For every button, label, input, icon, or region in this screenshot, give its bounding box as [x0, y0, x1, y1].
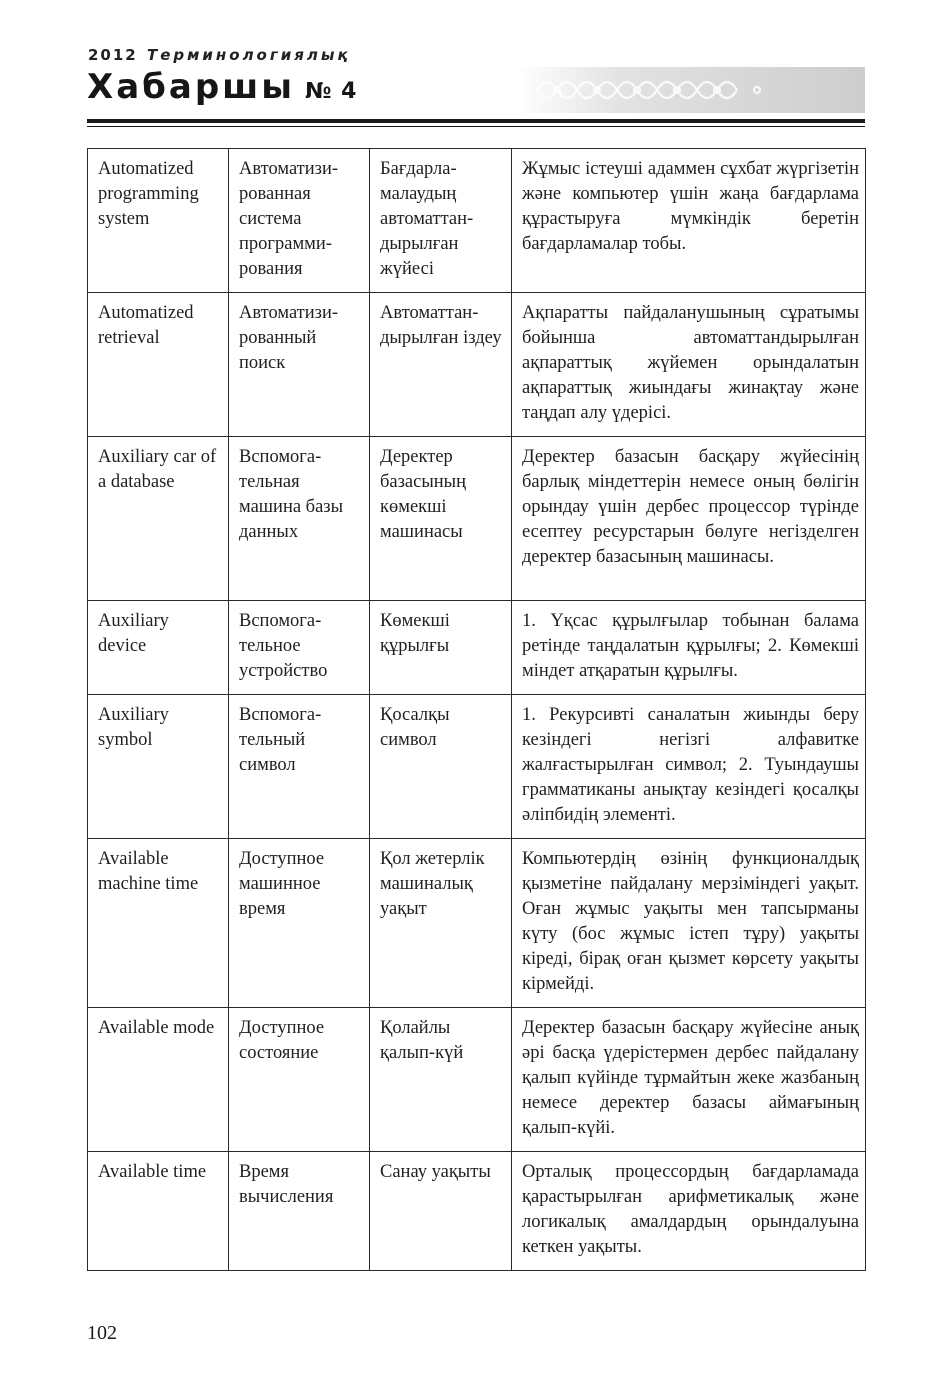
term-english: Available machine time	[88, 839, 229, 1008]
journal-series-line	[88, 46, 351, 64]
table-row	[88, 695, 866, 839]
term-english: Available time	[88, 1152, 229, 1271]
term-russian: Вспомога-тельное устройство	[229, 601, 370, 695]
term-definition: Деректер базасын басқару жүйесіне анық әрі басқа үдерістермен дербес пайдалану қалып күйінде тұрмайтын жеке жазбаның немесе деректер базасы аймағының қалып-күйі.	[512, 1008, 866, 1152]
term-russian: Вспомога-тельная машина базы данных	[229, 437, 370, 601]
journal-brand: Хабаршы	[87, 67, 296, 107]
journal-title	[87, 67, 358, 107]
journal-issue: № 4	[305, 79, 358, 104]
term-russian: Автоматизи-рованный поиск	[229, 293, 370, 437]
term-english: Automatized programming system	[88, 149, 229, 293]
term-definition: Орталық процессордың бағдарламада қарастырылған арифметикалық және логикалық амалдардың орындалуына кеткен уақыты.	[512, 1152, 866, 1271]
term-russian: Автоматизи-рованная система программи-рования	[229, 149, 370, 293]
header-rule-thin	[87, 126, 865, 127]
term-kazakh: Бағдарла-малаудың автоматтан-дырылған жүйесі	[370, 149, 512, 293]
term-russian: Доступное состояние	[229, 1008, 370, 1152]
terminology-table	[87, 148, 866, 1271]
term-english: Auxiliary car of a database	[88, 437, 229, 601]
table-row	[88, 601, 866, 695]
table-row	[88, 839, 866, 1008]
term-russian: Вспомога-тельный символ	[229, 695, 370, 839]
term-definition: 1. Үқсас құрылғылар тобынан балама ретінде таңдалатын құрылғы; 2. Көмекші міндет атқаратын құрылғы.	[512, 601, 866, 695]
page-header	[87, 40, 865, 130]
term-definition: Жұмыс істеуші адаммен сұхбат жүргізетін және компьютер үшін жаңа бағдарлама құрастыруға мүмкіндік беретін бағдарламалар тобы.	[512, 149, 866, 293]
term-definition: 1. Рекурсивті саналатын жиынды беру кезіндегі негізгі алфавитке жалғастырылған символ; 2. Туындаушы грамматиканы анықтау кезіндегі қосалқы әліпбидің элементі.	[512, 695, 866, 839]
term-kazakh: Автоматтан-дырылған іздеу	[370, 293, 512, 437]
term-english: Auxiliary device	[88, 601, 229, 695]
term-kazakh: Қолайлы қалып-күй	[370, 1008, 512, 1152]
term-russian: Доступное машинное время	[229, 839, 370, 1008]
term-english: Auxiliary symbol	[88, 695, 229, 839]
journal-year: 2012	[88, 46, 138, 64]
table-row	[88, 1008, 866, 1152]
term-english: Automatized retrieval	[88, 293, 229, 437]
ornament-pattern-icon	[517, 67, 865, 113]
table-row	[88, 149, 866, 293]
ornament-band	[517, 67, 865, 113]
term-english: Available mode	[88, 1008, 229, 1152]
term-definition: Ақпаратты пайдаланушының сұратымы бойынша автоматтандырылған ақпараттық жүйемен орындалатын ақпараттық жиындағы жинақтау және таңдап алу үдерісі.	[512, 293, 866, 437]
table-row	[88, 437, 866, 601]
term-kazakh: Санау уақыты	[370, 1152, 512, 1271]
term-russian: Время вычисления	[229, 1152, 370, 1271]
journal-series: Терминологиялық	[146, 46, 351, 64]
term-kazakh: Көмекші құрылғы	[370, 601, 512, 695]
page-number: 102	[87, 1322, 117, 1344]
term-kazakh: Қол жетерлік машиналық уақыт	[370, 839, 512, 1008]
table-row	[88, 1152, 866, 1271]
term-definition: Компьютердің өзінің функционалдық қызметіне пайдалану мерзіміндегі уақыт. Оған жұмыс уақыты мен тапсырманы күту (бос жұмыс істеп тұру) уақыты кіреді, бірақ оған қызмет көрсету уақыты кірмейді.	[512, 839, 866, 1008]
header-rule-thick	[87, 119, 865, 123]
term-kazakh: Қосалқы символ	[370, 695, 512, 839]
table-row	[88, 293, 866, 437]
term-definition: Деректер базасын басқару жүйесінің барлық міндеттерін немесе оның бөлігін орындау үшін дербес процессор түрінде есептеу ресурстарын бөлуге негізделген деректер базасының машинасы.	[512, 437, 866, 601]
term-kazakh: Деректер базасының көмекші машинасы	[370, 437, 512, 601]
